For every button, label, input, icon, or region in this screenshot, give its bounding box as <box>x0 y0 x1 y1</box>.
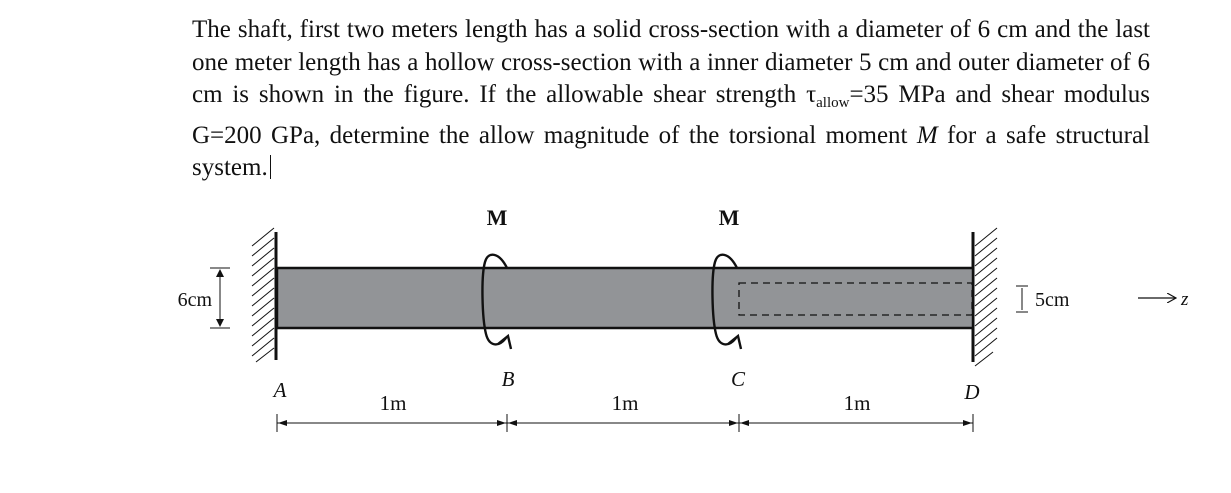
inner-diameter-label: 5cm <box>1035 289 1070 311</box>
left-wall-support <box>252 228 276 362</box>
moment-label-b: M <box>486 205 508 230</box>
length-dimension-line <box>277 414 973 432</box>
problem-text-part1: The shaft, first two meters length has a solid cross-section with a diameter of 6 cm and the last one meter length has a hollow cross-section with a inner diameter 5 cm and outer diameter of 6 cm is shown in the figure. If the allowable shear strength <box>192 16 1150 108</box>
moment-symbol: M <box>916 121 938 149</box>
problem-text-part2: =35 MPa and shear modulus G=200 GPa, determine the allow magnitude of the torsional moment <box>192 81 1151 149</box>
right-wall-support <box>973 228 997 366</box>
point-label-c: C <box>730 367 746 391</box>
tau-symbol: τ <box>806 81 817 108</box>
outer-diameter-dimension <box>210 268 230 328</box>
segment-length-cd: 1m <box>843 391 871 415</box>
inner-diameter-dimension <box>1016 286 1028 312</box>
shaft-body <box>277 268 973 328</box>
tau-subscript: allow <box>816 95 850 111</box>
moment-label-c: M <box>718 205 740 230</box>
segment-length-ab: 1m <box>379 391 407 415</box>
z-axis-label: z <box>1181 289 1189 310</box>
segment-length-bc: 1m <box>611 391 639 415</box>
point-label-b: B <box>501 367 515 391</box>
point-label-a: A <box>273 378 287 402</box>
problem-text-part3: for a safe structural system. <box>192 121 1151 181</box>
outer-diameter-label: 6cm <box>177 289 212 311</box>
point-label-d: D <box>964 380 980 404</box>
